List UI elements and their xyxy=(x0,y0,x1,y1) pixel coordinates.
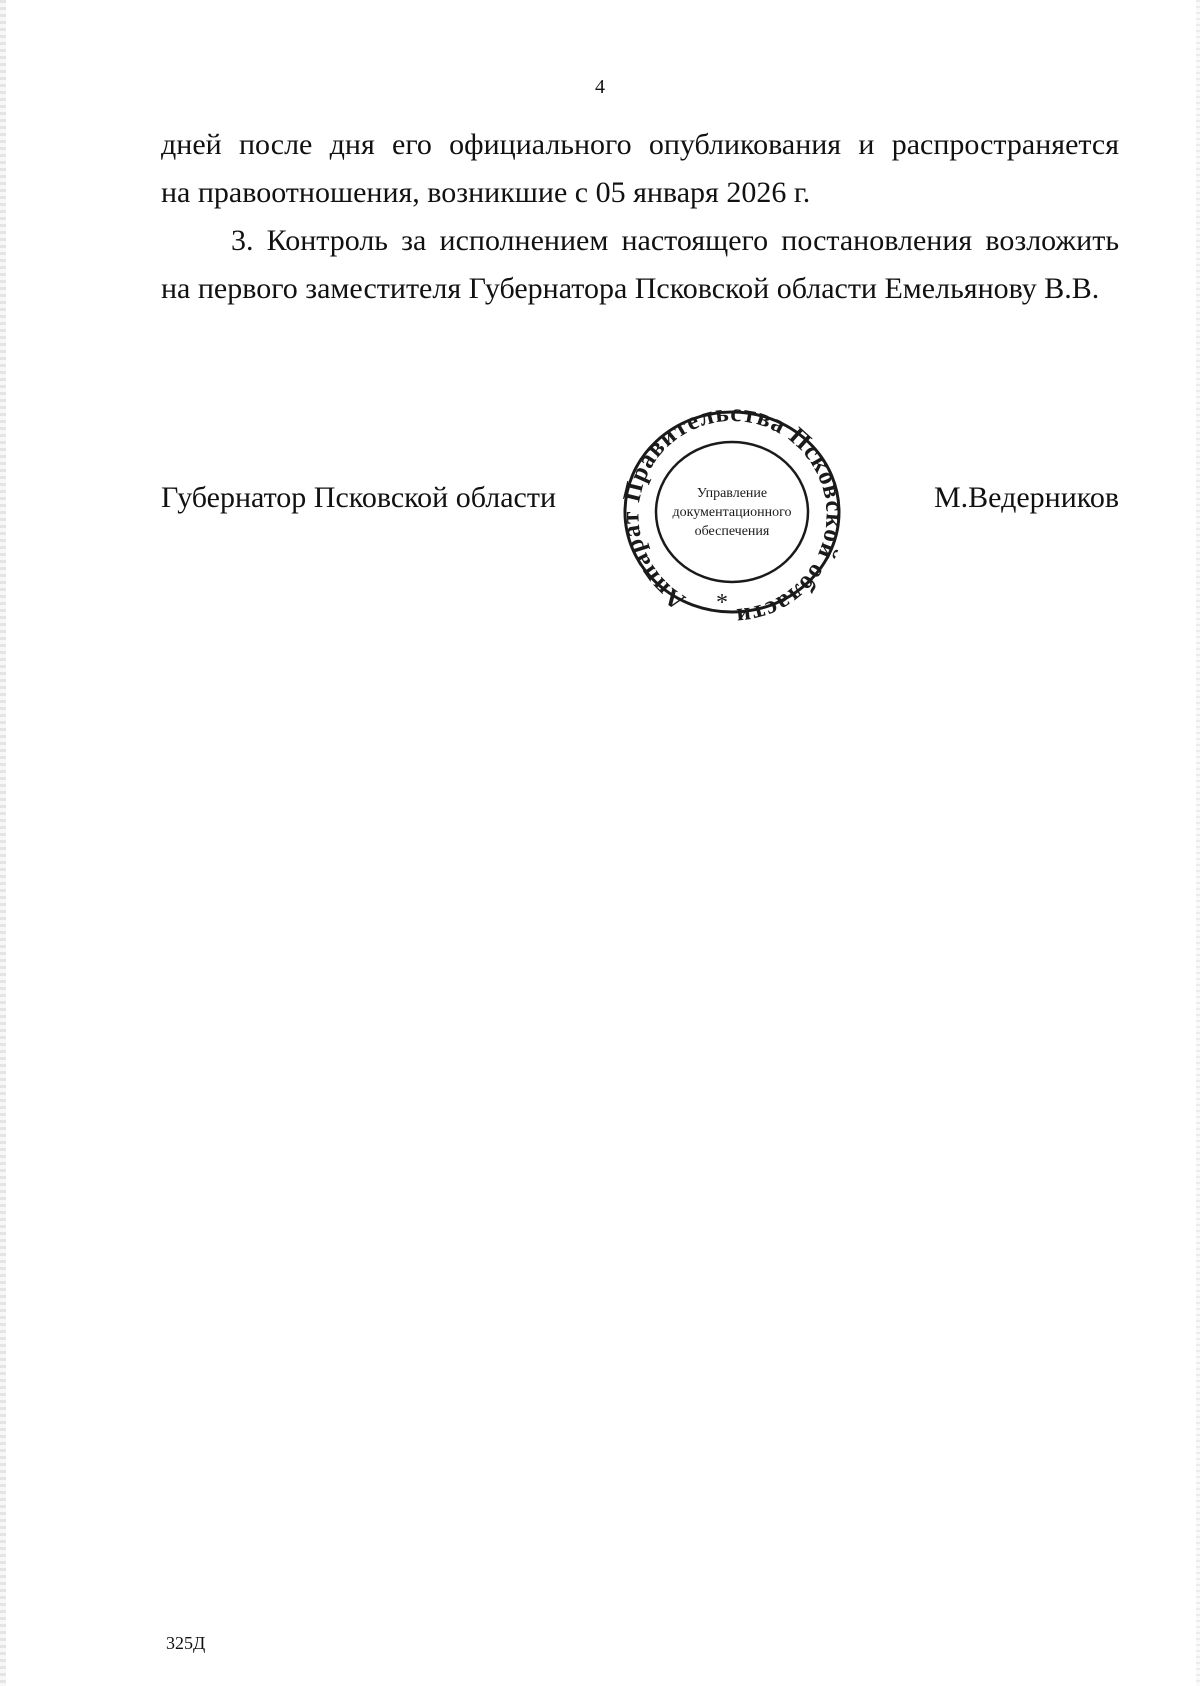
paragraph-control-clause xyxy=(161,217,1119,313)
seal-star-icon: * xyxy=(716,590,728,616)
paragraph-effective-date xyxy=(161,121,1119,217)
paragraph-line: 3. Контроль за исполнением настоящего постановления возложить xyxy=(231,224,1119,257)
seal-graphic xyxy=(612,397,852,631)
paragraph-line: на правоотношения, возникшие с 05 января 2026 г. xyxy=(161,176,811,209)
seal-outer-text: Аппарат Правительства Псковской области xyxy=(617,399,848,631)
official-seal xyxy=(612,397,852,631)
signatory-name: М.Ведерников xyxy=(933,481,1119,514)
signatory-position: Губернатор Псковской области xyxy=(161,481,557,514)
scan-edge-left xyxy=(0,0,6,1686)
paragraph-line: дней после дня его официального опубликования и распространяется xyxy=(161,128,1119,161)
document-code: 325Д xyxy=(166,1633,206,1653)
scan-edge-right xyxy=(1196,0,1200,1686)
paragraph-line: на первого заместителя Губернатора Псковской области Емельянову В.В. xyxy=(161,272,1100,305)
seal-inner-line: обеспечения xyxy=(694,524,770,539)
page-number: 4 xyxy=(595,76,605,98)
seal-inner-line: Управление xyxy=(696,486,768,501)
seal-inner-line: документационного xyxy=(672,505,792,520)
